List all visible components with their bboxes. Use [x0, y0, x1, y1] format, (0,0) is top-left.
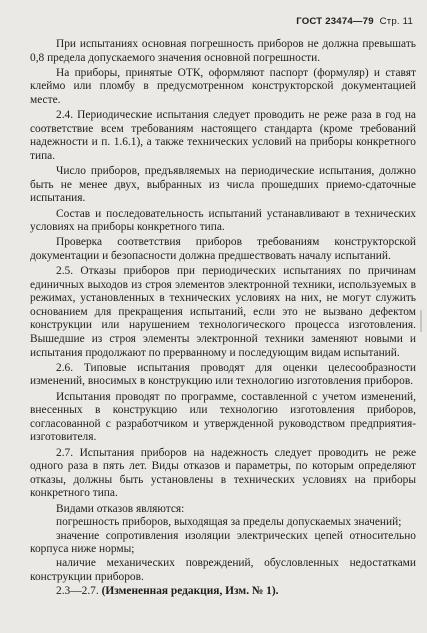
paragraph: При испытаниях основная погрешность приборов не должна превышать 0,8 предела допускаемого значения основной погрешности.: [30, 38, 416, 64]
amendment-text: (Измененная редакция, Изм. № 1).: [101, 585, 279, 598]
paragraph: 2.5. Отказы приборов при периодических испытаниях по причинам единичных выходов из строя элементов электронной техники, используемых в режимах, установленных в технических условиях на них, не могут служить основанием для прекращения испытаний, если это не вызвано дефектом конструкции или нарушением технологического процесса изготовления. Вышедшие из строя элементы электронной техники заменяют новыми и испытания продолжают по прерванному и последующим видам испытаний.: [30, 265, 416, 359]
list-item: значение сопротивления изоляции электрических цепей относительно корпуса ниже нормы;: [30, 529, 416, 556]
paragraph: На приборы, принятые ОТК, оформляют паспорт (формуляр) и ставят клеймо или пломбу в предусмотренном конструкторской документацией месте.: [30, 66, 416, 106]
paragraph: Проверка соответствия приборов требованиям конструкторской документации и безопасности должна предшествовать началу испытаний.: [30, 236, 416, 262]
paragraph: 2.7. Испытания приборов на надежность следует проводить не реже одного раза в пять лет. Виды отказов и параметры, по которым определяют отказы, должны быть установлены в технических условиях на приборы конкретного типа.: [30, 446, 416, 500]
amendment-range: 2.3—2.7.: [56, 585, 99, 598]
paragraph: Видами отказов являются:: [56, 502, 185, 515]
paragraph: Испытания проводят по программе, составленной с учетом изменений, внесенных в конструкцию или технологию изготовления приборов, согласованной с разработчиком и утвержденной руководством предприятия-изготовителя.: [30, 390, 416, 444]
page-number: Стр. 11: [379, 16, 413, 27]
list-item: наличие механических повреждений, обусловленных недостатками конструкции приборов.: [30, 556, 416, 583]
page-header: [296, 16, 413, 27]
standard-number: ГОСТ 23474—79: [296, 16, 374, 27]
scan-edge-mark: [420, 310, 422, 332]
paragraph: 2.6. Типовые испытания проводят для оценки целесообразности изменений, вносимых в конструкцию или технологию изготовления приборов.: [30, 361, 416, 388]
amendment-note: [30, 585, 416, 599]
paragraph: Число приборов, предъявляемых на периодические испытания, должно быть не менее двух, выбранных из числа прошедших приемо-сдаточные испытания.: [30, 165, 416, 205]
list-item: погрешность приборов, выходящая за пределы допускаемых значений;: [56, 516, 402, 529]
paragraph: Состав и последовательность испытаний устанавливают в технических условиях на приборы конкретного типа.: [30, 207, 416, 234]
paragraph: 2.4. Периодические испытания следует проводить не реже раза в год на соответствие всем требованиям настоящего стандарта (кроме требований надежности и п. 1.6.1), а также технических условий на приборы конкретного типа.: [30, 109, 416, 162]
document-body: [30, 38, 416, 600]
